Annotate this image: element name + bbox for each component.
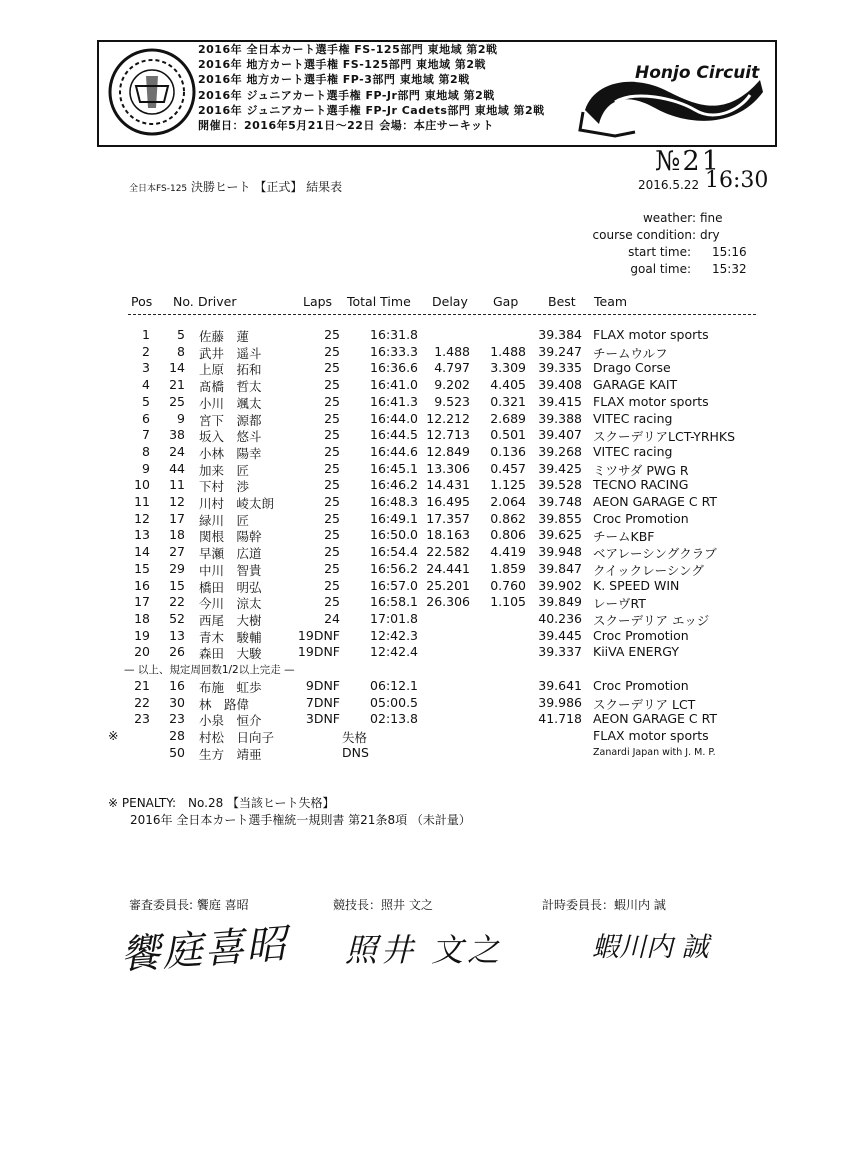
result-team: FLAX motor sports — [593, 393, 709, 409]
start-time-label: start time: — [628, 245, 691, 259]
result-best: 39.425 — [538, 460, 582, 476]
course-condition-label: course condition: — [592, 228, 696, 242]
penalty-line-2: 2016年 全日本カート選手権統一規則書 第21条8項 （未計量） — [130, 813, 471, 827]
result-driver: 小林 陽幸 — [199, 445, 262, 461]
steward-signature: 饗庭喜昭 — [118, 921, 290, 979]
result-gap: 1.859 — [490, 560, 526, 576]
result-best: 39.528 — [538, 477, 582, 493]
result-total: 06:12.1 — [370, 678, 418, 693]
result-laps: 25 — [324, 494, 340, 509]
result-row — [0, 411, 850, 427]
result-delay: 22.582 — [426, 544, 470, 560]
result-team: ミツサダ PWG R — [593, 462, 689, 478]
col-gap: Gap — [493, 294, 519, 309]
result-laps: 25 — [324, 427, 340, 443]
result-gap: 1.105 — [490, 594, 526, 610]
result-total: 16:49.1 — [370, 510, 418, 526]
result-total: DNS — [342, 744, 369, 760]
result-no: 5 — [177, 327, 185, 342]
result-gap: 0.321 — [490, 393, 526, 409]
result-best: 39.335 — [538, 360, 582, 376]
result-row — [0, 394, 850, 410]
result-best: 39.625 — [538, 527, 582, 543]
result-laps: 25 — [324, 477, 340, 493]
result-row — [0, 728, 850, 744]
start-time-value: 15:16 — [712, 245, 747, 259]
result-no: 26 — [169, 644, 185, 660]
result-mark: ※ — [108, 728, 119, 744]
result-delay: 12.212 — [426, 410, 470, 426]
result-laps: 7DNF — [305, 694, 340, 710]
result-total: 16:31.8 — [370, 327, 418, 342]
result-best: 41.718 — [538, 711, 582, 727]
result-team: KiiVA ENERGY — [593, 644, 679, 660]
result-gap: 1.488 — [490, 343, 526, 359]
result-best: 39.748 — [538, 494, 582, 509]
chief-timekeeper-label: 計時委員長：蝦川内 誠 — [542, 898, 666, 912]
result-laps: 25 — [324, 560, 340, 576]
result-delay: 4.797 — [434, 360, 470, 376]
col-pos: Pos — [131, 294, 153, 309]
result-pos: 9 — [142, 460, 150, 476]
result-driver: 中川 智貴 — [199, 562, 262, 578]
result-laps: 25 — [324, 544, 340, 560]
result-delay: 18.163 — [426, 527, 470, 543]
result-best: 39.641 — [538, 678, 582, 693]
result-driver: 青木 駿輔 — [199, 629, 262, 645]
result-driver: 上原 拓和 — [199, 362, 262, 378]
header-line-5: 2016年 ジュニアカート選手権 FP-Jr Cadets部門 東地域 第2戦 — [198, 103, 545, 117]
result-team: AEON GARAGE C RT — [593, 494, 718, 509]
result-row — [0, 527, 850, 543]
result-pos: 4 — [142, 377, 150, 393]
circuit-logo-text: Honjo Circuit — [635, 63, 760, 83]
result-pos: 16 — [134, 577, 150, 593]
result-gap: 0.501 — [490, 427, 526, 443]
header-line-2: 2016年 地方カート選手権 FS-125部門 東地域 第2戦 — [198, 58, 487, 72]
result-laps: 25 — [324, 577, 340, 593]
result-pos: 17 — [134, 594, 150, 610]
result-team: Drago Corse — [593, 360, 671, 376]
result-gap: 0.457 — [490, 460, 526, 476]
result-pos: 6 — [142, 410, 150, 426]
result-best: 39.384 — [538, 327, 582, 342]
result-row — [0, 461, 850, 477]
result-team: スクーデリア エッジ — [593, 612, 710, 628]
result-no: 8 — [177, 343, 185, 359]
result-no: 50 — [169, 744, 185, 760]
col-total-time: Total Time — [347, 294, 411, 309]
result-pos: 7 — [142, 427, 150, 443]
result-driver: 坂入 悠斗 — [199, 429, 262, 445]
result-team: FLAX motor sports — [593, 327, 709, 342]
result-row — [0, 327, 850, 343]
result-total: 16:56.2 — [370, 560, 418, 576]
result-driver: 布施 虹歩 — [199, 680, 262, 695]
result-driver: 早瀬 広道 — [199, 546, 262, 562]
result-no: 44 — [169, 460, 185, 476]
result-pos: 14 — [134, 544, 150, 560]
result-driver: 今川 涼太 — [199, 596, 262, 612]
result-driver: 村松 日向子 — [199, 730, 275, 746]
result-delay: 9.202 — [434, 377, 470, 393]
result-row — [0, 695, 850, 711]
result-total: 12:42.4 — [370, 644, 418, 660]
result-row — [0, 477, 850, 493]
result-pos: 13 — [134, 527, 150, 543]
result-row — [0, 628, 850, 644]
officials-row — [0, 896, 850, 916]
result-no: 22 — [169, 594, 185, 610]
result-total: 16:41.3 — [370, 393, 418, 409]
result-pos: 8 — [142, 443, 150, 459]
result-no: 38 — [169, 427, 185, 443]
result-row — [0, 578, 850, 594]
result-team: Croc Promotion — [593, 678, 689, 693]
result-team: Zanardi Japan with J. M. P. — [593, 746, 716, 758]
title-text: 決勝ヒート 【正式】 結果表 — [191, 180, 343, 194]
result-pos: 20 — [134, 644, 150, 660]
col-best: Best — [548, 294, 576, 309]
result-gap: 0.760 — [490, 577, 526, 593]
result-no: 27 — [169, 544, 185, 560]
result-pos: 19 — [134, 627, 150, 643]
result-pos: 23 — [134, 711, 150, 727]
result-pos: 21 — [134, 678, 150, 693]
result-delay: 25.201 — [426, 577, 470, 593]
col-driver: Driver — [198, 294, 237, 309]
result-team: VITEC racing — [593, 410, 673, 426]
result-team: GARAGE KAIT — [593, 377, 678, 393]
result-pos: 2 — [142, 343, 150, 359]
result-gap: 1.125 — [490, 477, 526, 493]
result-best: 39.948 — [538, 544, 582, 560]
result-no: 15 — [169, 577, 185, 593]
result-gap: 0.806 — [490, 527, 526, 543]
result-driver: 小川 颯太 — [199, 395, 262, 411]
course-condition-value: dry — [700, 228, 720, 242]
result-row — [0, 344, 850, 360]
result-team: Croc Promotion — [593, 510, 689, 526]
result-best: 39.847 — [538, 560, 582, 576]
result-total: 16:33.3 — [370, 343, 418, 359]
result-team: K. SPEED WIN — [593, 577, 680, 593]
steward-label: 審査委員長: 饗庭 喜昭 — [129, 898, 249, 912]
result-total: 16:44.0 — [370, 410, 418, 426]
result-row — [0, 544, 850, 560]
result-team: チームKBF — [593, 529, 655, 545]
result-row — [0, 511, 850, 527]
result-team: クイックレーシング — [593, 562, 704, 578]
result-best: 39.445 — [538, 627, 582, 643]
title-class-prefix: 全日本FS-125 — [129, 184, 188, 194]
result-gap: 4.405 — [490, 377, 526, 393]
goal-time-value: 15:32 — [712, 262, 747, 276]
result-no: 18 — [169, 527, 185, 543]
result-gap: 0.136 — [490, 443, 526, 459]
result-best: 39.407 — [538, 427, 582, 443]
result-row — [0, 611, 850, 627]
clerk-of-course-label: 競技長：照井 文之 — [333, 898, 433, 912]
result-driver: 下村 渉 — [199, 479, 250, 495]
result-driver: 森田 大駿 — [199, 646, 262, 662]
result-driver: 関根 陽幹 — [199, 529, 262, 545]
result-laps: 9DNF — [305, 678, 340, 693]
result-driver: 宮下 源都 — [199, 412, 262, 428]
goal-time-label: goal time: — [630, 262, 691, 276]
penalty-line-1: ※ PENALTY: No.28 【当該ヒート失格】 — [108, 796, 335, 810]
result-no: 24 — [169, 443, 185, 459]
result-driver: 緑川 匠 — [199, 512, 250, 528]
result-best: 39.902 — [538, 577, 582, 593]
result-delay: 14.431 — [426, 477, 470, 493]
result-total: 02:13.8 — [370, 711, 418, 727]
result-laps: 25 — [324, 443, 340, 459]
result-laps: 25 — [324, 510, 340, 526]
result-total: 16:36.6 — [370, 360, 418, 376]
result-pos: 3 — [142, 360, 150, 376]
result-laps: 25 — [324, 377, 340, 393]
penalty-notice — [108, 795, 471, 829]
result-laps: 24 — [324, 610, 340, 626]
result-row — [0, 594, 850, 610]
result-total: 05:00.5 — [370, 694, 418, 710]
result-laps: 3DNF — [305, 711, 340, 727]
result-no: 12 — [169, 494, 185, 509]
result-driver: 生方 靖亜 — [199, 746, 262, 762]
handwritten-time: 16:30 — [705, 168, 769, 193]
result-no: 30 — [169, 694, 185, 710]
result-laps: 25 — [324, 343, 340, 359]
result-no: 17 — [169, 510, 185, 526]
result-best: 39.408 — [538, 377, 582, 393]
result-pos: 11 — [134, 494, 150, 509]
result-best: 39.849 — [538, 594, 582, 610]
result-team: ベアレーシングクラブ — [593, 546, 717, 562]
result-row — [0, 745, 850, 761]
result-laps: 25 — [324, 410, 340, 426]
result-gap: 2.064 — [490, 494, 526, 509]
result-best: 39.247 — [538, 343, 582, 359]
result-delay: 13.306 — [426, 460, 470, 476]
header-line-3: 2016年 地方カート選手権 FP-3部門 東地域 第2戦 — [198, 73, 470, 87]
result-total: 16:46.2 — [370, 477, 418, 493]
col-laps: Laps — [303, 294, 333, 309]
result-row — [0, 494, 850, 510]
result-total: 16:54.4 — [370, 544, 418, 560]
handwritten-document-number: №21 — [655, 146, 721, 177]
result-total: 16:44.6 — [370, 443, 418, 459]
result-best: 39.855 — [538, 510, 582, 526]
result-total: 16:50.0 — [370, 527, 418, 543]
result-no: 14 — [169, 360, 185, 376]
result-gap: 2.689 — [490, 410, 526, 426]
result-pos: 1 — [142, 327, 150, 342]
result-team: AEON GARAGE C RT — [593, 711, 718, 727]
header-line-4: 2016年 ジュニアカート選手権 FP-Jr部門 東地域 第2戦 — [198, 88, 495, 102]
result-laps: 25 — [324, 527, 340, 543]
result-team: TECNO RACING — [593, 477, 689, 493]
result-laps: 25 — [324, 393, 340, 409]
result-team: Croc Promotion — [593, 627, 689, 643]
result-no: 25 — [169, 393, 185, 409]
result-laps: 25 — [324, 327, 340, 342]
chief-timekeeper-signature: 蝦川内 誠 — [592, 932, 709, 963]
result-pos: 18 — [134, 610, 150, 626]
result-gap: 3.309 — [490, 360, 526, 376]
result-row — [0, 678, 850, 694]
result-delay: 9.523 — [434, 393, 470, 409]
header-line-6: 開催日：2016年5月21日～22日 会場：本庄サーキット — [198, 119, 494, 133]
result-delay: 26.306 — [426, 594, 470, 610]
result-driver: 佐藤 蓮 — [199, 329, 250, 344]
result-driver: 林 路偉 — [199, 696, 250, 712]
result-delay: 12.713 — [426, 427, 470, 443]
result-row — [0, 444, 850, 460]
result-team: VITEC racing — [593, 443, 673, 459]
col-team: Team — [594, 294, 628, 309]
result-no: 28 — [169, 728, 185, 744]
header-line-1: 2016年 全日本カート選手権 FS-125部門 東地域 第2戦 — [198, 43, 498, 56]
result-pos: 15 — [134, 560, 150, 576]
result-laps: 25 — [324, 594, 340, 610]
result-driver: 橋田 明弘 — [199, 579, 262, 595]
result-no: 9 — [177, 410, 185, 426]
result-total: 16:58.1 — [370, 594, 418, 610]
result-team: スクーデリア LCT — [593, 696, 696, 712]
result-driver: 川村 崚太朗 — [199, 496, 275, 511]
result-driver: 武井 遥斗 — [199, 345, 262, 361]
result-row — [0, 360, 850, 376]
result-pos: 12 — [134, 510, 150, 526]
result-row — [0, 561, 850, 577]
result-laps: 19DNF — [297, 627, 340, 643]
document-date: 2016.5.22 — [638, 178, 700, 192]
result-delay: 12.849 — [426, 443, 470, 459]
result-total: 16:45.1 — [370, 460, 418, 476]
result-total: 12:42.3 — [370, 627, 418, 643]
result-no: 13 — [169, 627, 185, 643]
result-no: 23 — [169, 711, 185, 727]
result-no: 29 — [169, 560, 185, 576]
result-row — [0, 644, 850, 660]
result-gap: 0.862 — [490, 510, 526, 526]
result-team: スクーデリアLCT-YRHKS — [593, 429, 736, 445]
result-row — [0, 427, 850, 443]
result-total: 16:57.0 — [370, 577, 418, 593]
result-no: 52 — [169, 610, 185, 626]
result-best: 39.268 — [538, 443, 582, 459]
result-total: 16:48.3 — [370, 494, 418, 509]
result-team: FLAX motor sports — [593, 728, 709, 744]
result-total: 16:44.5 — [370, 427, 418, 443]
result-driver: 髙橋 哲太 — [199, 379, 262, 395]
result-total: 16:41.0 — [370, 377, 418, 393]
result-best: 39.388 — [538, 410, 582, 426]
result-delay: 1.488 — [434, 343, 470, 359]
result-row — [0, 377, 850, 393]
result-best: 39.415 — [538, 393, 582, 409]
col-no: No. — [173, 294, 194, 309]
result-driver: 加来 匠 — [199, 462, 250, 478]
clerk-of-course-signature: 照井 文之 — [345, 931, 504, 969]
weather-value: fine — [700, 211, 723, 225]
result-laps: 19DNF — [297, 644, 340, 660]
result-best: 39.337 — [538, 644, 582, 660]
result-pos: 10 — [134, 477, 150, 493]
result-pos: 22 — [134, 694, 150, 710]
result-row — [0, 711, 850, 727]
classification-note: — 以上、規定周回数1/2以上完走 — — [124, 664, 295, 676]
result-delay: 16.495 — [426, 494, 470, 509]
result-best: 39.986 — [538, 694, 582, 710]
result-pos: 5 — [142, 393, 150, 409]
result-team: チームウルフ — [593, 345, 668, 361]
result-team: レーヴRT — [593, 596, 646, 612]
result-no: 11 — [169, 477, 185, 493]
result-best: 40.236 — [538, 610, 582, 626]
result-total: 17:01.8 — [370, 610, 418, 626]
result-laps: 25 — [324, 360, 340, 376]
result-no: 21 — [169, 377, 185, 393]
result-driver: 西尾 大樹 — [199, 612, 262, 628]
result-laps: 25 — [324, 460, 340, 476]
weather-label: weather: — [642, 211, 696, 225]
result-delay: 17.357 — [426, 510, 470, 526]
col-delay: Delay — [432, 294, 468, 309]
result-gap: 4.419 — [490, 544, 526, 560]
result-total: 失格 — [342, 730, 368, 746]
result-driver: 小泉 恒介 — [199, 713, 262, 729]
result-no: 16 — [169, 678, 185, 693]
result-delay: 24.441 — [426, 560, 470, 576]
